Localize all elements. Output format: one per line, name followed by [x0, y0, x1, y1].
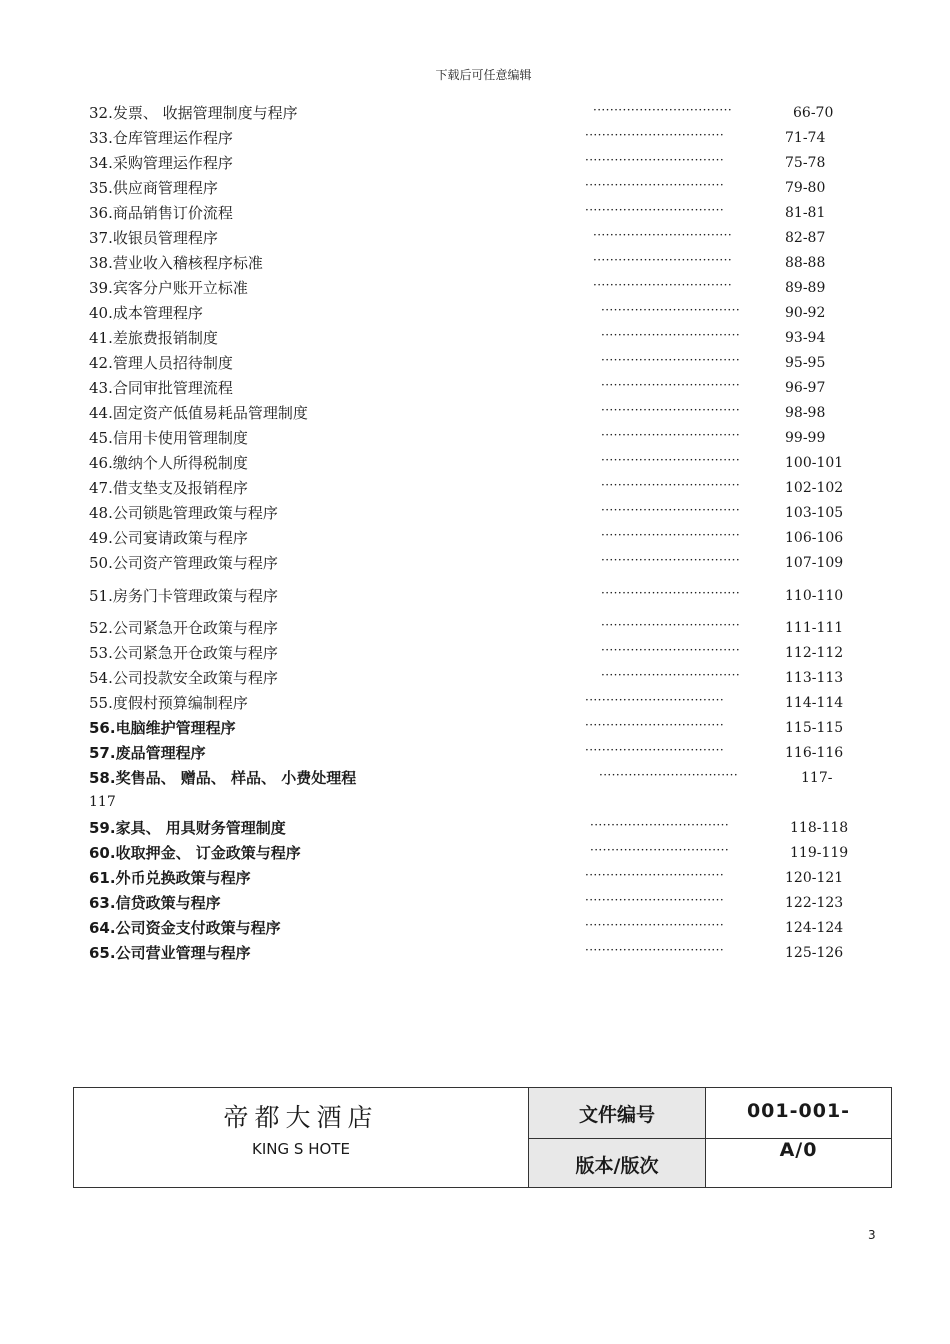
toc-entry-pages: 82-87 — [785, 230, 826, 246]
toc-entry[interactable] — [0, 252, 950, 274]
header-note: 下载后可任意编辑 — [435, 68, 532, 82]
toc-entry[interactable] — [0, 302, 950, 324]
toc-entry-title: 47.借支垫支及报销程序 — [89, 479, 248, 497]
toc-entry-title: 64.公司资金支付政策与程序 — [89, 919, 281, 937]
toc-entry-pages: 95-95 — [785, 355, 826, 371]
toc-entry[interactable] — [0, 585, 950, 607]
toc-leader-dots: ································· — [593, 103, 733, 117]
toc-leader-dots: ································· — [585, 178, 725, 192]
toc-entry-pages: 99-99 — [785, 430, 826, 446]
version-label: 版本/版次 — [575, 1155, 659, 1177]
toc-entry[interactable] — [0, 692, 950, 714]
toc-leader-dots: ································· — [585, 868, 725, 882]
version-value: A/0 — [779, 1139, 818, 1161]
toc-entry-title: 52.公司紧急开仓政策与程序 — [89, 619, 278, 637]
toc-leader-dots: ································· — [585, 153, 725, 167]
toc-entry[interactable] — [0, 817, 950, 839]
toc-entry-pages: 112-112 — [785, 645, 844, 661]
toc-entry-title: 58.奖售品、 赠品、 样品、 小费处理程 — [89, 769, 357, 787]
toc-entry-title: 35.供应商管理程序 — [89, 179, 218, 197]
toc-entry[interactable] — [0, 402, 950, 424]
toc-entry[interactable] — [0, 377, 950, 399]
toc-leader-dots: ································· — [601, 528, 741, 542]
toc-entry-pages: 90-92 — [785, 305, 826, 321]
toc-entry-pages: 88-88 — [785, 255, 826, 271]
toc-entry[interactable] — [0, 152, 950, 174]
toc-leader-dots: ································· — [593, 228, 733, 242]
toc-entry[interactable] — [0, 527, 950, 549]
page-number: 3 — [868, 1228, 876, 1242]
toc-entry-pages: 102-102 — [785, 480, 844, 496]
toc-entry-pages: 107-109 — [785, 555, 844, 571]
toc-entry-pages: 66-70 — [793, 105, 834, 121]
doc-number-label-cell — [529, 1088, 706, 1139]
toc-entry-pages: 118-118 — [790, 820, 849, 836]
toc-leader-dots: ································· — [601, 303, 741, 317]
toc-entry-pages: 100-101 — [785, 455, 844, 471]
version-label-cell — [529, 1139, 706, 1187]
toc-entry-pages: 111-111 — [785, 620, 844, 636]
toc-entry[interactable] — [0, 502, 950, 524]
toc-entry-pages: 106-106 — [785, 530, 844, 546]
toc-entry[interactable] — [0, 327, 950, 349]
toc-leader-dots: ································· — [601, 553, 741, 567]
toc-leader-dots: ································· — [590, 843, 730, 857]
toc-entry[interactable] — [0, 127, 950, 149]
toc-entry-pages: 122-123 — [785, 895, 844, 911]
toc-leader-dots: ································· — [601, 353, 741, 367]
toc-entry[interactable] — [0, 452, 950, 474]
toc-entry-title: 45.信用卡使用管理制度 — [89, 429, 248, 447]
toc-entry-title: 40.成本管理程序 — [89, 304, 203, 322]
toc-entry[interactable] — [0, 642, 950, 664]
toc-entry-title: 56.电脑维护管理程序 — [89, 719, 236, 737]
toc-entry-pages: 79-80 — [785, 180, 826, 196]
toc-entry-title: 38.营业收入稽核程序标准 — [89, 254, 263, 272]
toc-entry[interactable] — [0, 667, 950, 689]
toc-entry-title: 43.合同审批管理流程 — [89, 379, 233, 397]
toc-entry-pages: 75-78 — [785, 155, 826, 171]
toc-entry-title: 44.固定资产低值易耗品管理制度 — [89, 404, 308, 422]
toc-entry[interactable] — [0, 352, 950, 374]
toc-leader-dots: ································· — [601, 586, 741, 600]
toc-entry-title: 55.度假村预算编制程序 — [89, 694, 248, 712]
toc-leader-dots: ································· — [601, 428, 741, 442]
toc-leader-dots: ································· — [593, 278, 733, 292]
toc-leader-dots: ································· — [593, 253, 733, 267]
toc-entry-title: 51.房务门卡管理政策与程序 — [89, 587, 278, 605]
toc-entry[interactable] — [0, 842, 950, 864]
toc-entry[interactable] — [0, 867, 950, 889]
toc-entry[interactable] — [0, 892, 950, 914]
toc-entry[interactable] — [0, 767, 950, 789]
version-value-cell — [706, 1139, 891, 1187]
toc-entry[interactable] — [0, 427, 950, 449]
doc-number-label: 文件编号 — [578, 1104, 655, 1126]
toc-entry[interactable] — [0, 917, 950, 939]
toc-entry-pages: 103-105 — [785, 505, 844, 521]
toc-entry[interactable] — [0, 942, 950, 964]
toc-leader-dots: ································· — [599, 768, 739, 782]
toc-leader-dots: ································· — [585, 203, 725, 217]
toc-entry-pages: 125-126 — [785, 945, 844, 961]
toc-entry[interactable] — [0, 102, 950, 124]
document-info-table — [73, 1087, 892, 1188]
company-cell — [74, 1088, 529, 1187]
toc-entry-pages: 110-110 — [785, 588, 844, 604]
toc-leader-dots: ································· — [601, 478, 741, 492]
toc-entry-title: 34.采购管理运作程序 — [89, 154, 233, 172]
toc-entry-pages: 96-97 — [785, 380, 826, 396]
toc-entry[interactable] — [0, 202, 950, 224]
toc-entry[interactable] — [0, 617, 950, 639]
toc-entry-title: 53.公司紧急开仓政策与程序 — [89, 644, 278, 662]
toc-leader-dots: ································· — [601, 453, 741, 467]
toc-entry-pages: 113-113 — [785, 670, 844, 686]
toc-entry-title: 57.废品管理程序 — [89, 744, 206, 762]
toc-entry-pages: 81-81 — [785, 205, 826, 221]
toc-entry-title: 65.公司营业管理与程序 — [89, 944, 251, 962]
toc-entry[interactable] — [0, 717, 950, 739]
doc-number-value: 001-001- — [746, 1100, 851, 1122]
toc-entry-title: 33.仓库管理运作程序 — [89, 129, 233, 147]
toc-leader-dots: ································· — [585, 943, 725, 957]
toc-entry-title: 49.公司宴请政策与程序 — [89, 529, 248, 547]
toc-entry[interactable] — [0, 552, 950, 574]
toc-entry-title: 50.公司资产管理政策与程序 — [89, 554, 278, 572]
toc-wrapped-page-number: 117 — [89, 794, 116, 810]
toc-entry-pages: 115-115 — [785, 720, 844, 736]
toc-leader-dots: ································· — [601, 378, 741, 392]
toc-leader-dots: ································· — [590, 818, 730, 832]
toc-entry-pages: 117- — [801, 770, 833, 786]
toc-leader-dots: ································· — [585, 718, 725, 732]
toc-entry-title: 48.公司锁匙管理政策与程序 — [89, 504, 278, 522]
toc-entry-title: 46.缴纳个人所得税制度 — [89, 454, 248, 472]
toc-entry-pages: 93-94 — [785, 330, 826, 346]
toc-leader-dots: ································· — [585, 128, 725, 142]
toc-leader-dots: ································· — [585, 743, 725, 757]
toc-entry-pages: 120-121 — [785, 870, 844, 886]
toc-leader-dots: ································· — [585, 893, 725, 907]
toc-entry-title: 36.商品销售订价流程 — [89, 204, 233, 222]
toc-entry-pages: 98-98 — [785, 405, 826, 421]
toc-leader-dots: ································· — [601, 618, 741, 632]
toc-leader-dots: ································· — [601, 503, 741, 517]
toc-entry-title: 59.家具、 用具财务管理制度 — [89, 819, 286, 837]
toc-entry-pages: 89-89 — [785, 280, 826, 296]
toc-entry[interactable] — [0, 177, 950, 199]
toc-entry[interactable] — [0, 477, 950, 499]
toc-entry-title: 42.管理人员招待制度 — [89, 354, 233, 372]
toc-leader-dots: ································· — [601, 403, 741, 417]
toc-entry-pages: 124-124 — [785, 920, 844, 936]
company-name: 帝都大酒店 — [223, 1103, 379, 1132]
toc-entry-title: 37.收银员管理程序 — [89, 229, 218, 247]
toc-entry-title: 32.发票、 收据管理制度与程序 — [89, 104, 298, 122]
toc-entry-pages: 71-74 — [785, 130, 826, 146]
toc-entry-pages: 119-119 — [790, 845, 849, 861]
toc-leader-dots: ································· — [585, 693, 725, 707]
toc-entry-title: 63.信贷政策与程序 — [89, 894, 221, 912]
toc-entry-title: 41.差旅费报销制度 — [89, 329, 218, 347]
toc-entry-pages: 116-116 — [785, 745, 844, 761]
doc-number-value-cell — [706, 1088, 891, 1139]
toc-entry-title: 60.收取押金、 订金政策与程序 — [89, 844, 301, 862]
toc-leader-dots: ································· — [601, 328, 741, 342]
toc-entry-title: 54.公司投款安全政策与程序 — [89, 669, 278, 687]
toc-leader-dots: ································· — [585, 918, 725, 932]
toc-entry-title: 61.外币兑换政策与程序 — [89, 869, 251, 887]
toc-entry-pages: 114-114 — [785, 695, 844, 711]
toc-entry[interactable] — [0, 742, 950, 764]
toc-entry-title: 39.宾客分户账开立标准 — [89, 279, 248, 297]
toc-entry[interactable] — [0, 227, 950, 249]
toc-entry[interactable] — [0, 277, 950, 299]
toc-leader-dots: ································· — [601, 643, 741, 657]
toc-leader-dots: ································· — [601, 668, 741, 682]
company-english-name: KING S HOTE — [252, 1140, 350, 1158]
